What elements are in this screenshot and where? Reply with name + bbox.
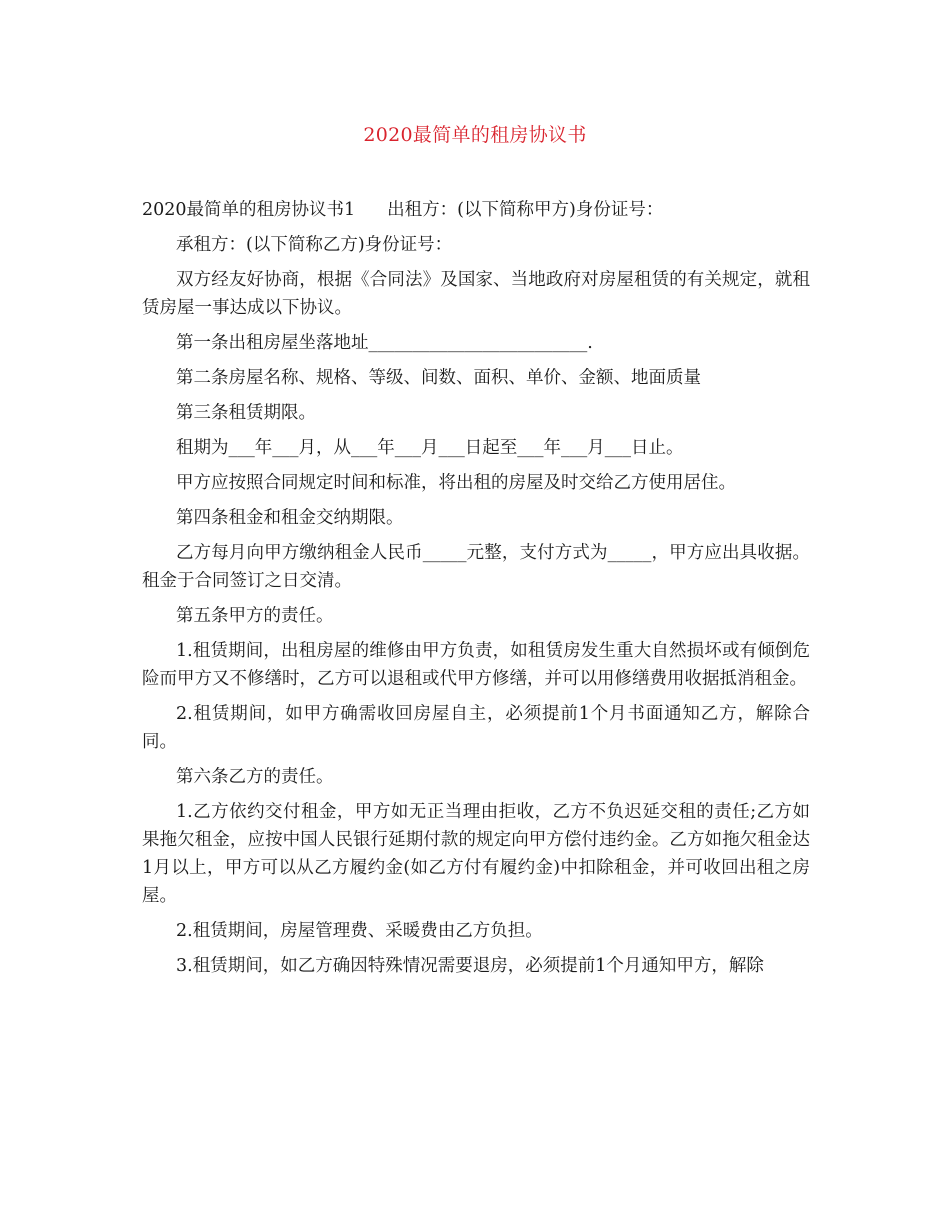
paragraph-article-6: 第六条乙方的责任。	[176, 767, 334, 787]
paragraph-handover: 甲方应按照合同规定时间和标准，将出租的房屋及时交给乙方使用居住。	[176, 473, 736, 493]
paragraph-term: 租期为___年___月，从___年___月___日起至___年___月___日止。	[176, 438, 684, 458]
paragraph-preamble: 双方经友好协商，根据《合同法》及国家、当地政府对房屋租赁的有关规定，就租赁房屋一事达成以下协议。	[142, 270, 810, 318]
agreement-heading: 2020最简单的租房协议书1	[142, 200, 356, 220]
paragraph-lessee-duty-2: 2.租赁期间，房屋管理费、采暖费由乙方负担。	[176, 921, 543, 941]
lessor-line: 出租方：(以下简称甲方)身份证号：	[387, 200, 664, 220]
document-title: 2020最简单的租房协议书	[363, 124, 587, 146]
document-body	[142, 196, 810, 987]
paragraph-lessee: 承租方：(以下简称乙方)身份证号：	[176, 235, 453, 255]
first-line	[142, 196, 810, 224]
paragraph-article-1: 第一条出租房屋坐落地址_________________________.	[176, 333, 593, 353]
paragraph-lessor-duty-1: 1.租赁期间，出租房屋的维修由甲方负责，如租赁房发生重大自然损坏或有倾倒危险而甲方又不修缮时，乙方可以退租或代甲方修缮，并可以用修缮费用收据抵消租金。	[142, 641, 810, 689]
paragraph-lessee-duty-1: 1.乙方依约交付租金，甲方如无正当理由拒收，乙方不负迟延交租的责任;乙方如果拖欠租金，应按中国人民银行延期付款的规定向甲方偿付违约金。乙方如拖欠租金达1月以上，甲方可以从乙方履约金(如乙方付有履约金)中扣除租金，并可收回出租之房屋。	[142, 802, 810, 906]
paragraph-rent: 乙方每月向甲方缴纳租金人民币_____元整，支付方式为_____，甲方应出具收据。租金于合同签订之日交清。	[142, 543, 810, 591]
paragraph-article-2: 第二条房屋名称、规格、等级、间数、面积、单价、金额、地面质量	[176, 368, 701, 388]
paragraph-article-5: 第五条甲方的责任。	[176, 606, 334, 626]
paragraph-lessee-duty-3: 3.租赁期间，如乙方确因特殊情况需要退房，必须提前1个月通知甲方，解除	[176, 956, 764, 976]
paragraph-article-4: 第四条租金和租金交纳期限。	[176, 508, 404, 528]
paragraph-lessor-duty-2: 2.租赁期间，如甲方确需收回房屋自主，必须提前1个月书面通知乙方，解除合同。	[142, 704, 810, 752]
paragraph-article-3: 第三条租赁期限。	[176, 403, 316, 423]
